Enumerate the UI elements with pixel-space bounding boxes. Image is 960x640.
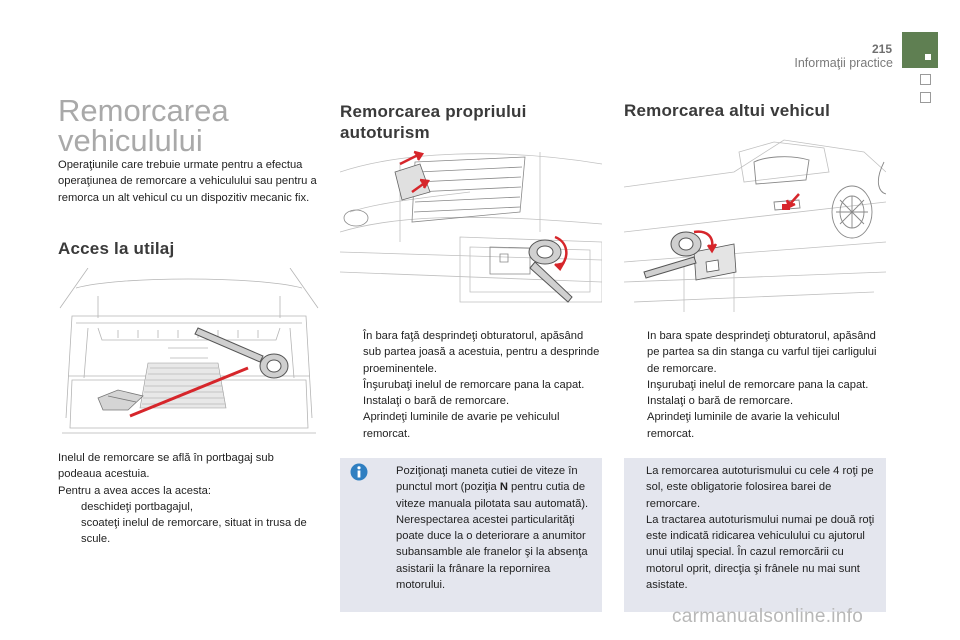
intro-text: Operaţiunile care trebuie urmate pentru a efectua operaţiunea de remorcare a vehiculului sau pentru a remorca un alt vehicul cu un dispozitiv mecanic fix. (58, 159, 317, 204)
list-item (624, 393, 886, 409)
page-title (58, 93, 229, 158)
list-item-text: În bara faţă desprindeţi obturatorul, apăsând sub partea joasă a acestuia, pentru a desprinde proeminentele. (363, 330, 600, 375)
rear-bumper-drawing (624, 132, 886, 312)
other-steps (624, 328, 886, 442)
info-text-part-2: pentru cutia de viteze manuala pilotata sau automată). (396, 481, 589, 510)
access-text (58, 450, 320, 548)
tab-marker-icon (925, 54, 931, 60)
front-bumper-drawing (340, 142, 602, 312)
list-item (340, 328, 602, 377)
info-note: Nerespectarea acestei particularităţi poate duce la o deteriorare a anumitor subansamble ale franelor şi la absenţa asistarii la frânare la repornirea motorului. (396, 513, 588, 592)
list-item-text: scoateţi inelul de remorcare, situat in trusa de scule. (81, 517, 307, 546)
section-label: Informaţii practice (794, 56, 893, 70)
info-box-towing (624, 458, 886, 612)
list-item (340, 393, 602, 409)
list-item (624, 377, 886, 393)
list-item-text: Inşurubaţi inelul de remorcare pana la capat. (647, 378, 869, 391)
list-item-text: Aprindeţi luminile de avarie la vehiculul remorcat. (647, 411, 840, 440)
access-line-1: Inelul de remorcare se află în portbagaj sub podeaua acestuia. (58, 452, 274, 481)
rear-bumper-illustration (624, 132, 886, 312)
list-item (58, 499, 320, 515)
info-gearbox-list (373, 463, 597, 593)
trunk-illustration (58, 268, 320, 440)
list-item-text: Instalaţi o bară de remorcare. (363, 395, 510, 408)
list-item-text: deschideţi portbagajul, (81, 500, 193, 513)
gear-position-n: N (499, 481, 508, 494)
other-heading: Remorcarea altui vehicul (624, 101, 831, 120)
list-item (340, 409, 602, 442)
title-line-2: vehiculului (58, 123, 203, 158)
access-heading: Acces la utilaj (58, 239, 175, 258)
access-steps (58, 499, 320, 548)
info-text-part-1: Poziţionaţi maneta cutiei de viteze în punctul mort (poziţia (396, 465, 578, 494)
list-item-text: In bara spate desprindeţi obturatorul, apăsând pe partea sa din stanga cu varful tijei carligului de remorcare. (647, 330, 877, 375)
list-item (624, 328, 886, 377)
chapter-box-1[interactable] (920, 74, 931, 85)
trunk-drawing (58, 268, 320, 440)
info-icon (350, 463, 368, 481)
chapter-tab[interactable] (902, 32, 938, 68)
own-steps (340, 328, 602, 442)
access-line-2: Pentru a avea acces la acesta: (58, 484, 211, 497)
front-bumper-illustration (340, 142, 602, 312)
list-item (340, 377, 602, 393)
chapter-box-2[interactable] (920, 92, 931, 103)
page-number: 215 (871, 42, 892, 56)
list-item-text: Aprindeţi luminile de avarie pe vehiculul remorcat. (363, 411, 560, 440)
watermark: carmanualsonline.info (672, 606, 864, 627)
list-item (58, 515, 320, 548)
own-heading: Remorcarea propriului autoturism (340, 102, 527, 142)
info-paragraph-1: La remorcarea autoturismului cu cele 4 roţi pe sol, este obligatorie folosirea barei de remorcare. (646, 465, 874, 510)
list-item-text: Instalaţi o bară de remorcare. (647, 395, 794, 408)
info-towing-text (646, 463, 878, 593)
list-item-text: Înşurubaţi inelul de remorcare pana la capat. (363, 378, 585, 391)
list-item (373, 463, 597, 593)
info-box-gearbox (340, 458, 602, 612)
info-paragraph-2: La tractarea autoturismului numai pe două roţi este indicată ridicarea vehiculului cu ajutorul unui utilaj special. În cazul remorcării cu motorul oprit, direcţia şi frânele nu mai sunt asistate. (646, 513, 875, 592)
title-line-1: Remorcarea (58, 93, 229, 128)
list-item (624, 409, 886, 442)
